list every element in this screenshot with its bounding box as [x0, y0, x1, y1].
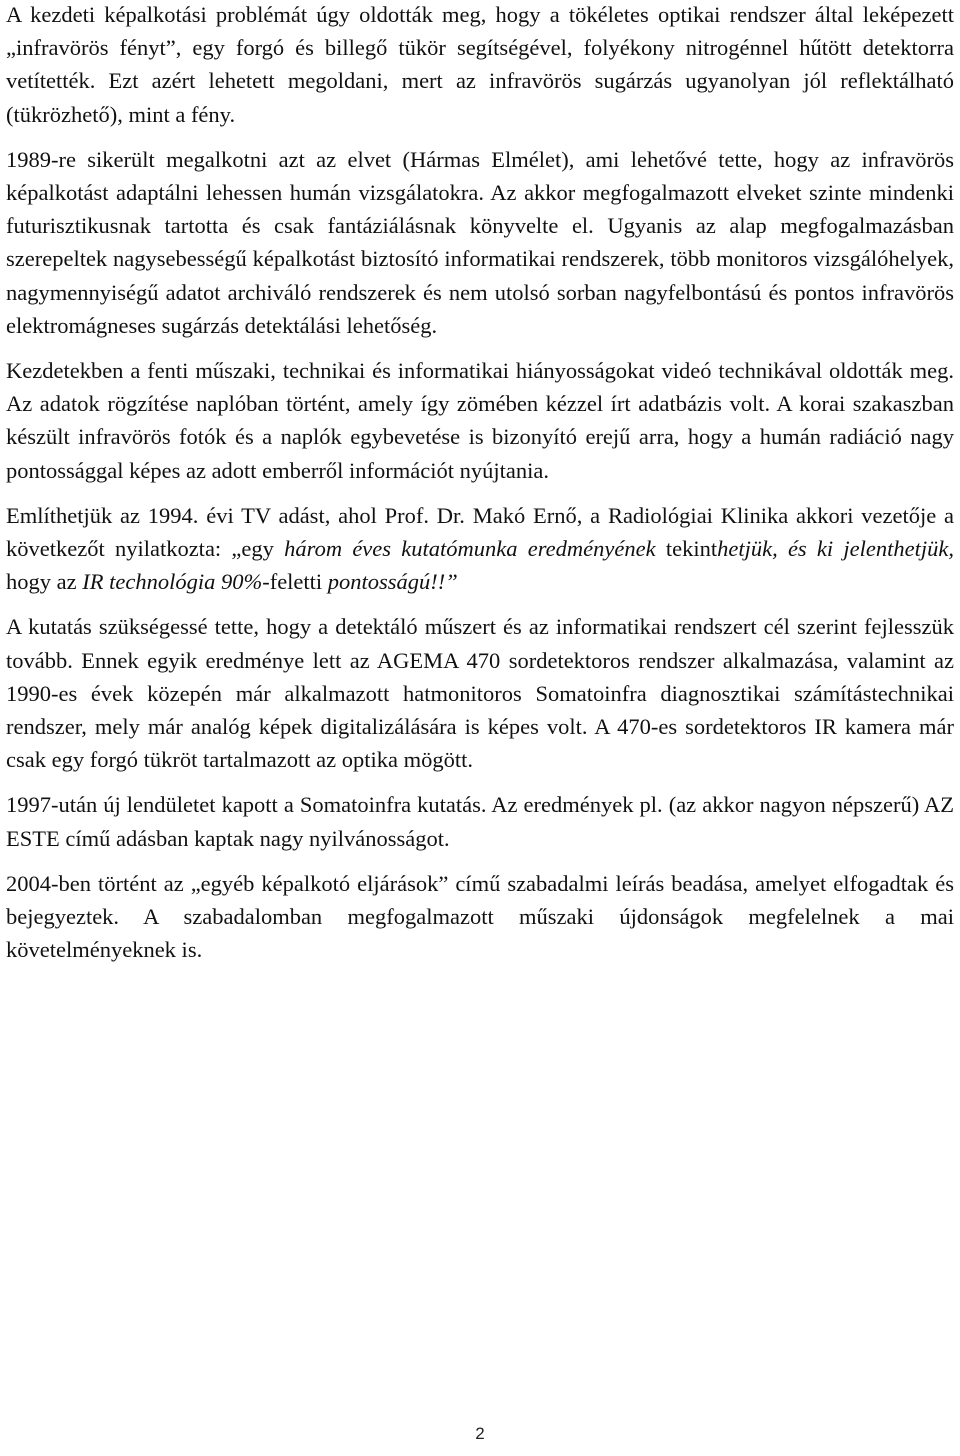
paragraph-6: 1997-után új lendületet kapott a Somatoinfra kutatás. Az eredmények pl. (az akkor nagyon népszerű) AZ ESTE című adásban kaptak nagy nyilvánosságot. — [6, 792, 954, 851]
paragraph-7: 2004-ben történt az „egyéb képalkotó eljárások” című szabadalmi leírás beadása, amelyet elfogadtak és bejegyeztek. A szabadalomban megfogalmazott műszaki újdonságok megfelelnek a mai követelményeknek is. — [6, 870, 954, 963]
quote-normal-text: tekint — [655, 536, 718, 562]
page-number: 2 — [475, 1424, 485, 1443]
quote-italic-text: hetjük, és ki jelenthetjük, — [717, 536, 954, 562]
quote-italic-text: IR technológia 90% — [82, 569, 263, 595]
document-page — [6, 0, 954, 966]
quote-normal-text: -feletti — [262, 569, 328, 595]
paragraph-4 — [6, 499, 954, 599]
paragraph-2: 1989-re sikerült megalkotni azt az elvet (Hármas Elmélet), ami lehetővé tette, hogy az infravörös képalkotást adaptálni lehessen humán vizsgálatokra. Az akkor megfogalmazott elveket szinte mindenki futurisztikusnak tartotta és csak fantáziálásnak könyvelte el. Ugyanis az alap megfogalmazásban szerepeltek nagysebességű képalkotást biztosító informatikai rendszerek, több monitoros vizsgálóhelyek, nagymennyiségű adatot archiváló rendszerek és nem utolsó sorban nagyfelbontású és pontos infravörös elektromágneses sugárzás detektálási lehetőség. — [6, 146, 954, 338]
quote-intro-text: Említhetjük az 1994. évi TV adást, ahol Prof. Dr. Makó Ernő, a Radiológiai Klinika akkori vezetője a következőt nyilatkozta: „egy — [6, 502, 954, 562]
quote-italic-text: pontosságú!!” — [327, 569, 458, 595]
quote-normal-text: hogy az — [6, 569, 83, 595]
paragraph-1: A kezdeti képalkotási problémát úgy oldották meg, hogy a tökéletes optikai rendszer által leképezett „infravörös fényt”, egy forgó és billegő tükör segítségével, folyékony nitrogénnel hűtött detektorra vetítették. Ezt azért lehetett megoldani, mert az infravörös sugárzás ugyanolyan jól reflektálható (tükrözhető), mint a fény. — [6, 2, 954, 127]
quote-italic-text: három éves kutatómunka eredményének — [284, 536, 656, 562]
paragraph-3: Kezdetekben a fenti műszaki, technikai és informatikai hiányosságokat videó technikával oldották meg. Az adatok rögzítése naplóban történt, amely így zömében kézzel írt adatbázis volt. A korai szakaszban készült infravörös fotók és a naplók egybevetése is bizonyító erejű arra, hogy a humán radiáció nagy pontossággal képes az adott emberről információt nyújtania. — [6, 358, 954, 483]
paragraph-5: A kutatás szükségessé tette, hogy a detektáló műszert és az informatikai rendszert cél szerint fejlesszük tovább. Ennek egyik eredménye lett az AGEMA 470 sordetektoros rendszer alkalmazása, valamint az 1990-es évek közepén már alkalmazott hatmonitoros Somatoinfra diagnosztikai számítástechnikai rendszer, mely már analóg képek digitalizálására is képes volt. A 470-es sordetektoros IR kamera már csak egy forgó tükröt tartalmazott az optika mögött. — [6, 614, 954, 773]
